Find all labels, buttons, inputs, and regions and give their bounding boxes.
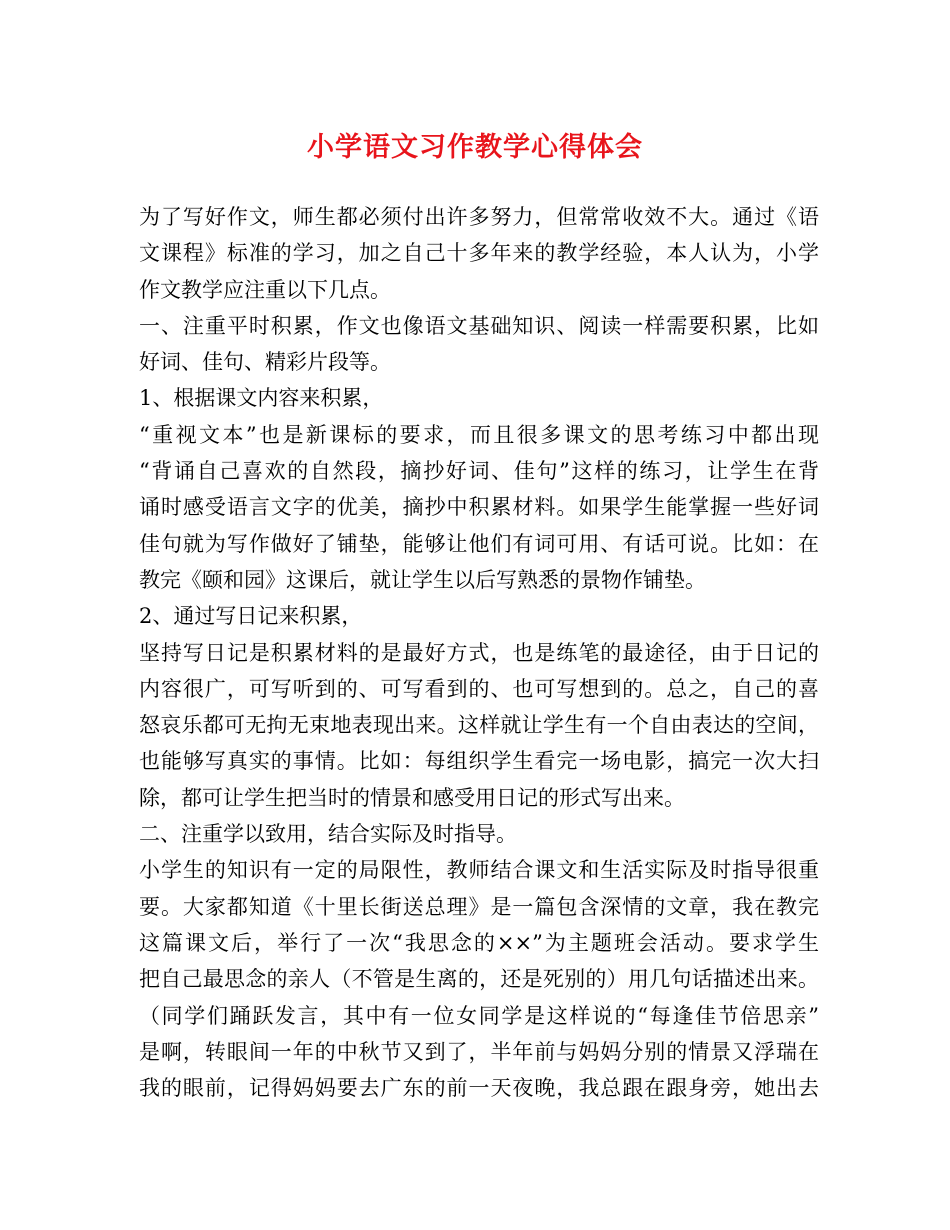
text-line: 把自己最思念的亲人（不管是生离的，还是死别的）用几句话描述出来。 [139, 967, 819, 992]
text-line: 佳句就为写作做好了铺垫，能够让他们有词可用、有话可说。比如：在 [139, 531, 819, 556]
text-line: 我的眼前，记得妈妈要去广东的前一天夜晚，我总跟在跟身旁，她出去 [139, 1076, 819, 1101]
text-line: 也能够写真实的事情。比如：每组织学生看完一场电影，搞完一次大扫 [139, 749, 819, 774]
text-line: （同学们踊跃发言，其中有一位女同学是这样说的“每逢佳节倍思亲” [139, 1003, 819, 1028]
text-line: “背诵自己喜欢的自然段，摘抄好词、佳句”这样的练习，让学生在背 [139, 459, 819, 484]
text-line: 作文教学应注重以下几点。 [139, 277, 391, 302]
text-line: 要。大家都知道《十里长街送总理》是一篇包含深情的文章，我在教完 [139, 894, 819, 919]
text-line: 内容很广，可写听到的、可写看到的、也可写想到的。总之，自己的喜 [139, 676, 819, 701]
document-body [139, 199, 819, 1106]
text-line: 小学生的知识有一定的局限性，教师结合课文和生活实际及时指导很重 [139, 858, 819, 883]
text-line: 是啊，转眼间一年的中秋节又到了，半年前与妈妈分别的情景又浮瑞在 [139, 1039, 819, 1064]
text-line: 一、注重平时积累，作文也像语文基础知识、阅读一样需要积累，比如 [139, 313, 819, 338]
text-line: “重视文本”也是新课标的要求，而且很多课文的思考练习中都出现 [139, 422, 819, 447]
text-line: 除，都可让学生把当时的情景和感受用日记的形式写出来。 [139, 785, 685, 810]
text-line: 文课程》标准的学习，加之自己十多年来的教学经验，本人认为，小学 [139, 241, 819, 266]
text-line: 教完《颐和园》这课后，就让学生以后写熟悉的景物作铺垫。 [139, 567, 706, 592]
text-line: 坚持写日记是积累材料的是最好方式，也是练笔的最途径，由于日记的 [139, 640, 819, 665]
text-line: 1、根据课文内容来积累， [139, 386, 384, 411]
document-title: 小学语文习作教学心得体会 [307, 132, 643, 163]
text-line: 二、注重学以致用，结合实际及时指导。 [139, 822, 517, 847]
text-line: 怒哀乐都可无拘无束地表现出来。这样就让学生有一个自由表达的空间， [139, 713, 819, 738]
text-line: 为了写好作文，师生都必须付出许多努力，但常常收效不大。通过《语 [139, 205, 819, 229]
text-line: 诵时感受语言文字的优美，摘抄中积累材料。如果学生能掌握一些好词 [139, 495, 819, 520]
text-line: 这篇课文后，举行了一次“我思念的××”为主题班会活动。要求学生 [139, 930, 819, 955]
text-line: 好词、佳句、精彩片段等。 [139, 350, 391, 375]
text-line: 2、通过写日记来积累， [139, 604, 363, 629]
